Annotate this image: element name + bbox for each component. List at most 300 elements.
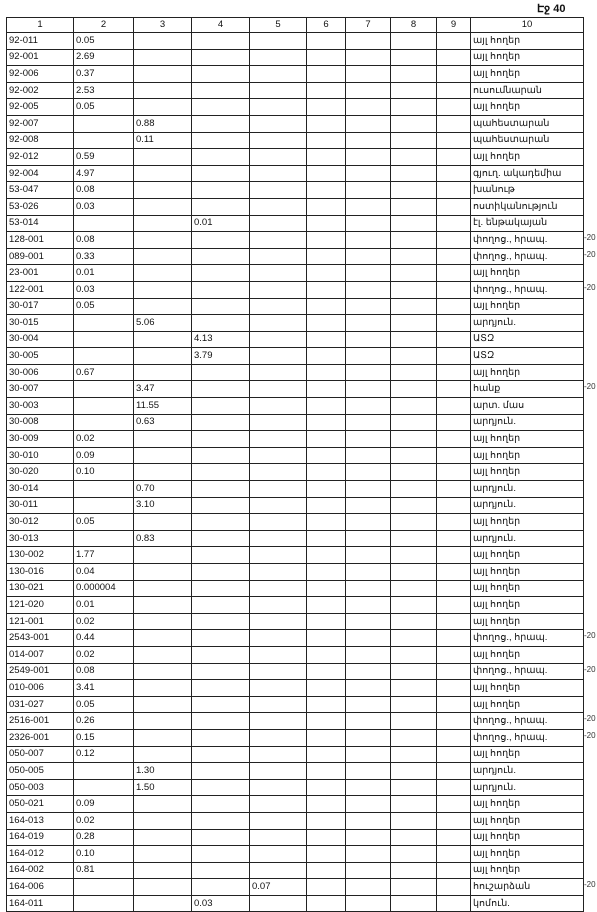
- empty-col8-cell: [391, 895, 437, 912]
- area-col2-cell: 0.05: [74, 33, 134, 50]
- table-row: [7, 564, 584, 581]
- parcel-code-cell: 30-011: [7, 497, 74, 514]
- parcel-code-cell: 23-001: [7, 265, 74, 282]
- empty-col9-cell: [437, 82, 471, 99]
- area-col4-cell: 0.03: [192, 895, 250, 912]
- empty-col6-cell: [307, 398, 346, 415]
- empty-col7-cell: [346, 895, 391, 912]
- empty-col7-cell: [346, 315, 391, 332]
- parcel-code-cell: 122-001: [7, 281, 74, 298]
- empty-col6-cell: [307, 464, 346, 481]
- area-col2-cell: 0.37: [74, 66, 134, 83]
- area-col4-cell: [192, 82, 250, 99]
- empty-col9-cell: [437, 348, 471, 365]
- land-use-cell: այլ հողեր: [471, 99, 584, 116]
- table-row: [7, 895, 584, 912]
- empty-col9-cell: [437, 182, 471, 199]
- empty-col6-cell: [307, 547, 346, 564]
- land-use-cell: այլ հողեր: [471, 597, 584, 614]
- area-col2-cell: 0.02: [74, 431, 134, 448]
- area-col2-cell: 0.59: [74, 149, 134, 166]
- empty-col7-cell: [346, 165, 391, 182]
- empty-col8-cell: [391, 182, 437, 199]
- margin-note: -20: [584, 631, 596, 640]
- empty-col9-cell: [437, 663, 471, 680]
- area-col3-cell: [134, 547, 192, 564]
- area-col3-cell: [134, 630, 192, 647]
- empty-col8-cell: [391, 630, 437, 647]
- table-row: [7, 514, 584, 531]
- area-col5-cell: [250, 82, 307, 99]
- area-col4-cell: [192, 315, 250, 332]
- area-col3-cell: 5.06: [134, 315, 192, 332]
- parcel-code-cell: 30-006: [7, 364, 74, 381]
- area-col2-cell: 0.10: [74, 464, 134, 481]
- empty-col6-cell: [307, 232, 346, 249]
- empty-col6-cell: [307, 597, 346, 614]
- area-col4-cell: [192, 729, 250, 746]
- header-row: [7, 18, 584, 33]
- parcel-code-cell: 53-026: [7, 198, 74, 215]
- empty-col7-cell: [346, 132, 391, 149]
- empty-col7-cell: [346, 66, 391, 83]
- empty-col7-cell: [346, 514, 391, 531]
- land-use-cell: այլ հողեր: [471, 298, 584, 315]
- empty-col7-cell: [346, 696, 391, 713]
- area-col4-cell: [192, 564, 250, 581]
- table-row: [7, 646, 584, 663]
- area-col5-cell: [250, 464, 307, 481]
- empty-col9-cell: [437, 597, 471, 614]
- area-col4-cell: 4.13: [192, 331, 250, 348]
- land-use-cell: ուսումնարան: [471, 82, 584, 99]
- area-col2-cell: 0.02: [74, 646, 134, 663]
- table-row: [7, 680, 584, 697]
- empty-col6-cell: [307, 132, 346, 149]
- area-col4-cell: [192, 846, 250, 863]
- empty-col8-cell: [391, 315, 437, 332]
- empty-col7-cell: [346, 646, 391, 663]
- area-col3-cell: [134, 298, 192, 315]
- empty-col7-cell: [346, 115, 391, 132]
- parcel-code-cell: 30-017: [7, 298, 74, 315]
- land-use-cell: փողոց., հրապ.: [471, 729, 584, 746]
- area-col4-cell: [192, 630, 250, 647]
- area-col5-cell: [250, 846, 307, 863]
- parcel-code-cell: 130-002: [7, 547, 74, 564]
- column-header: 1: [7, 18, 74, 33]
- land-use-cell: այլ հողեր: [471, 829, 584, 846]
- empty-col8-cell: [391, 846, 437, 863]
- area-col2-cell: 0.08: [74, 182, 134, 199]
- empty-col7-cell: [346, 398, 391, 415]
- area-col5-cell: [250, 779, 307, 796]
- area-col2-cell: [74, 348, 134, 365]
- table-row: [7, 215, 584, 232]
- table-row: [7, 447, 584, 464]
- margin-note: -20: [584, 731, 596, 740]
- area-col2-cell: 0.02: [74, 812, 134, 829]
- empty-col7-cell: [346, 265, 391, 282]
- area-col2-cell: [74, 879, 134, 896]
- empty-col9-cell: [437, 99, 471, 116]
- area-col3-cell: [134, 348, 192, 365]
- area-col4-cell: 3.79: [192, 348, 250, 365]
- area-col5-cell: [250, 281, 307, 298]
- area-col3-cell: [134, 215, 192, 232]
- land-use-cell: արդյուն.: [471, 763, 584, 780]
- empty-col8-cell: [391, 829, 437, 846]
- area-col3-cell: [134, 895, 192, 912]
- table-row: [7, 99, 584, 116]
- land-use-cell: գյուղ. ակադեմիա: [471, 165, 584, 182]
- parcel-code-cell: 089-001: [7, 248, 74, 265]
- area-col4-cell: [192, 49, 250, 66]
- empty-col7-cell: [346, 464, 391, 481]
- area-col2-cell: [74, 497, 134, 514]
- area-col5-cell: [250, 248, 307, 265]
- empty-col6-cell: [307, 215, 346, 232]
- area-col4-cell: [192, 149, 250, 166]
- margin-note: -20: [584, 665, 596, 674]
- area-col5-cell: [250, 613, 307, 630]
- table-row: [7, 149, 584, 166]
- land-use-cell: այլ հողեր: [471, 464, 584, 481]
- table-row: [7, 812, 584, 829]
- area-col3-cell: [134, 646, 192, 663]
- empty-col8-cell: [391, 414, 437, 431]
- land-use-cell: ոստիկանություն: [471, 198, 584, 215]
- area-col5-cell: [250, 198, 307, 215]
- empty-col8-cell: [391, 82, 437, 99]
- empty-col9-cell: [437, 49, 471, 66]
- land-use-cell: այլ հողեր: [471, 265, 584, 282]
- empty-col8-cell: [391, 796, 437, 813]
- empty-col8-cell: [391, 696, 437, 713]
- area-col5-cell: [250, 331, 307, 348]
- table-row: [7, 398, 584, 415]
- area-col5-cell: [250, 696, 307, 713]
- parcel-code-cell: 164-006: [7, 879, 74, 896]
- empty-col7-cell: [346, 829, 391, 846]
- parcel-code-cell: 30-010: [7, 447, 74, 464]
- area-col3-cell: [134, 265, 192, 282]
- empty-col7-cell: [346, 862, 391, 879]
- land-use-cell: հուշարձան: [471, 879, 584, 896]
- area-col5-cell: [250, 729, 307, 746]
- area-col5-cell: [250, 115, 307, 132]
- column-header: 9: [437, 18, 471, 33]
- area-col4-cell: [192, 447, 250, 464]
- empty-col9-cell: [437, 447, 471, 464]
- parcel-code-cell: 30-007: [7, 381, 74, 398]
- area-col5-cell: [250, 33, 307, 50]
- empty-col6-cell: [307, 198, 346, 215]
- empty-col8-cell: [391, 398, 437, 415]
- empty-col8-cell: [391, 33, 437, 50]
- margin-note: -20: [584, 382, 596, 391]
- table-row: [7, 530, 584, 547]
- area-col2-cell: 0.15: [74, 729, 134, 746]
- empty-col9-cell: [437, 315, 471, 332]
- parcel-code-cell: 30-003: [7, 398, 74, 415]
- page-label: Էջ 40: [537, 3, 566, 15]
- column-header: 4: [192, 18, 250, 33]
- empty-col6-cell: [307, 895, 346, 912]
- area-col4-cell: [192, 265, 250, 282]
- empty-col7-cell: [346, 414, 391, 431]
- area-col3-cell: [134, 182, 192, 199]
- area-col5-cell: [250, 796, 307, 813]
- empty-col9-cell: [437, 895, 471, 912]
- empty-col9-cell: [437, 729, 471, 746]
- empty-col8-cell: [391, 149, 437, 166]
- margin-note: -20: [584, 233, 596, 242]
- area-col3-cell: [134, 66, 192, 83]
- margin-note: -20: [584, 714, 596, 723]
- land-use-cell: այլ հողեր: [471, 796, 584, 813]
- empty-col6-cell: [307, 248, 346, 265]
- empty-col9-cell: [437, 613, 471, 630]
- empty-col7-cell: [346, 99, 391, 116]
- area-col5-cell: [250, 713, 307, 730]
- area-col2-cell: [74, 414, 134, 431]
- area-col5-cell: [250, 680, 307, 697]
- table-row: [7, 829, 584, 846]
- empty-col8-cell: [391, 663, 437, 680]
- empty-col9-cell: [437, 66, 471, 83]
- table-row: [7, 431, 584, 448]
- empty-col6-cell: [307, 846, 346, 863]
- empty-col6-cell: [307, 862, 346, 879]
- area-col3-cell: [134, 431, 192, 448]
- table-row: [7, 862, 584, 879]
- parcel-code-cell: 164-012: [7, 846, 74, 863]
- empty-col8-cell: [391, 763, 437, 780]
- land-use-cell: արտ. մաս: [471, 398, 584, 415]
- area-col2-cell: [74, 381, 134, 398]
- land-use-cell: այլ հողեր: [471, 66, 584, 83]
- area-col3-cell: 3.10: [134, 497, 192, 514]
- column-header: 5: [250, 18, 307, 33]
- area-col5-cell: [250, 812, 307, 829]
- area-col4-cell: [192, 547, 250, 564]
- parcel-code-cell: 30-008: [7, 414, 74, 431]
- land-use-cell: այլ հողեր: [471, 149, 584, 166]
- table-row: [7, 364, 584, 381]
- land-use-cell: արդյուն.: [471, 530, 584, 547]
- empty-col7-cell: [346, 198, 391, 215]
- empty-col9-cell: [437, 132, 471, 149]
- land-use-cell: այլ հողեր: [471, 514, 584, 531]
- area-col4-cell: [192, 232, 250, 249]
- empty-col6-cell: [307, 149, 346, 166]
- land-use-cell: փողոց., հրապ.: [471, 663, 584, 680]
- empty-col9-cell: [437, 364, 471, 381]
- parcel-code-cell: 92-005: [7, 99, 74, 116]
- area-col2-cell: [74, 215, 134, 232]
- empty-col9-cell: [437, 431, 471, 448]
- area-col4-cell: [192, 530, 250, 547]
- empty-col7-cell: [346, 447, 391, 464]
- empty-col6-cell: [307, 447, 346, 464]
- land-use-cell: արդյուն.: [471, 315, 584, 332]
- area-col3-cell: [134, 248, 192, 265]
- table-row: [7, 331, 584, 348]
- empty-col7-cell: [346, 630, 391, 647]
- empty-col9-cell: [437, 33, 471, 50]
- empty-col8-cell: [391, 165, 437, 182]
- area-col5-cell: [250, 763, 307, 780]
- empty-col7-cell: [346, 49, 391, 66]
- empty-col7-cell: [346, 564, 391, 581]
- area-col5-cell: [250, 149, 307, 166]
- empty-col9-cell: [437, 281, 471, 298]
- table-row: [7, 696, 584, 713]
- empty-col9-cell: [437, 331, 471, 348]
- empty-col6-cell: [307, 829, 346, 846]
- area-col3-cell: [134, 812, 192, 829]
- empty-col8-cell: [391, 862, 437, 879]
- empty-col6-cell: [307, 381, 346, 398]
- land-use-cell: այլ հողեր: [471, 646, 584, 663]
- empty-col8-cell: [391, 464, 437, 481]
- area-col4-cell: [192, 115, 250, 132]
- empty-col7-cell: [346, 182, 391, 199]
- empty-col9-cell: [437, 464, 471, 481]
- empty-col8-cell: [391, 481, 437, 498]
- empty-col7-cell: [346, 33, 391, 50]
- table-row: [7, 165, 584, 182]
- area-col3-cell: 0.88: [134, 115, 192, 132]
- area-col3-cell: [134, 364, 192, 381]
- parcel-code-cell: 164-019: [7, 829, 74, 846]
- empty-col6-cell: [307, 348, 346, 365]
- area-col5-cell: 0.07: [250, 879, 307, 896]
- area-col4-cell: [192, 696, 250, 713]
- area-col5-cell: [250, 663, 307, 680]
- parcel-code-cell: 92-011: [7, 33, 74, 50]
- table-row: [7, 746, 584, 763]
- area-col4-cell: [192, 99, 250, 116]
- empty-col7-cell: [346, 680, 391, 697]
- land-use-cell: այլ հողեր: [471, 564, 584, 581]
- area-col5-cell: [250, 232, 307, 249]
- land-use-cell: խանութ: [471, 182, 584, 199]
- area-col3-cell: [134, 99, 192, 116]
- empty-col9-cell: [437, 381, 471, 398]
- empty-col6-cell: [307, 33, 346, 50]
- area-col2-cell: 0.08: [74, 663, 134, 680]
- parcel-code-cell: 2543-001: [7, 630, 74, 647]
- area-col2-cell: 0.26: [74, 713, 134, 730]
- table-row: [7, 481, 584, 498]
- land-use-cell: արդյուն.: [471, 481, 584, 498]
- land-use-cell: փողոց., հրապ.: [471, 281, 584, 298]
- table-row: [7, 497, 584, 514]
- empty-col7-cell: [346, 281, 391, 298]
- empty-col9-cell: [437, 796, 471, 813]
- empty-col7-cell: [346, 82, 391, 99]
- parcel-code-cell: 92-007: [7, 115, 74, 132]
- empty-col7-cell: [346, 580, 391, 597]
- area-col3-cell: [134, 680, 192, 697]
- land-use-cell: այլ հողեր: [471, 862, 584, 879]
- empty-col8-cell: [391, 812, 437, 829]
- margin-note: -20: [584, 880, 596, 889]
- table-row: [7, 115, 584, 132]
- area-col5-cell: [250, 364, 307, 381]
- area-col5-cell: [250, 99, 307, 116]
- area-col3-cell: [134, 713, 192, 730]
- land-use-cell: այլ հողեր: [471, 746, 584, 763]
- column-header: 7: [346, 18, 391, 33]
- area-col4-cell: [192, 746, 250, 763]
- table-row: [7, 132, 584, 149]
- area-col3-cell: 1.50: [134, 779, 192, 796]
- table-row: [7, 248, 584, 265]
- area-col5-cell: [250, 829, 307, 846]
- table-row: [7, 846, 584, 863]
- table-row: [7, 414, 584, 431]
- area-col5-cell: [250, 447, 307, 464]
- parcel-code-cell: 130-021: [7, 580, 74, 597]
- empty-col7-cell: [346, 497, 391, 514]
- empty-col8-cell: [391, 381, 437, 398]
- land-register-table: [6, 17, 584, 912]
- empty-col6-cell: [307, 364, 346, 381]
- area-col4-cell: [192, 431, 250, 448]
- area-col2-cell: 0.09: [74, 796, 134, 813]
- empty-col8-cell: [391, 613, 437, 630]
- empty-col6-cell: [307, 514, 346, 531]
- empty-col8-cell: [391, 198, 437, 215]
- empty-col9-cell: [437, 862, 471, 879]
- area-col2-cell: 0.000004: [74, 580, 134, 597]
- empty-col8-cell: [391, 547, 437, 564]
- area-col5-cell: [250, 580, 307, 597]
- area-col5-cell: [250, 132, 307, 149]
- area-col4-cell: [192, 398, 250, 415]
- parcel-code-cell: 014-007: [7, 646, 74, 663]
- empty-col8-cell: [391, 248, 437, 265]
- land-use-cell: փողոց., հրապ.: [471, 713, 584, 730]
- area-col4-cell: [192, 165, 250, 182]
- area-col2-cell: 0.04: [74, 564, 134, 581]
- area-col2-cell: [74, 779, 134, 796]
- land-use-cell: արդյուն.: [471, 497, 584, 514]
- land-use-cell: այլ հողեր: [471, 580, 584, 597]
- area-col3-cell: [134, 447, 192, 464]
- empty-col9-cell: [437, 298, 471, 315]
- parcel-code-cell: 92-002: [7, 82, 74, 99]
- margin-note: -20: [584, 250, 596, 259]
- land-use-cell: այլ հողեր: [471, 613, 584, 630]
- table-row: [7, 464, 584, 481]
- land-use-cell: այլ հողեր: [471, 364, 584, 381]
- empty-col7-cell: [346, 729, 391, 746]
- area-col2-cell: [74, 530, 134, 547]
- area-col4-cell: [192, 414, 250, 431]
- area-col2-cell: 0.09: [74, 447, 134, 464]
- empty-col6-cell: [307, 99, 346, 116]
- area-col5-cell: [250, 165, 307, 182]
- area-col2-cell: 0.03: [74, 281, 134, 298]
- empty-col8-cell: [391, 680, 437, 697]
- empty-col9-cell: [437, 530, 471, 547]
- empty-col6-cell: [307, 165, 346, 182]
- empty-col9-cell: [437, 481, 471, 498]
